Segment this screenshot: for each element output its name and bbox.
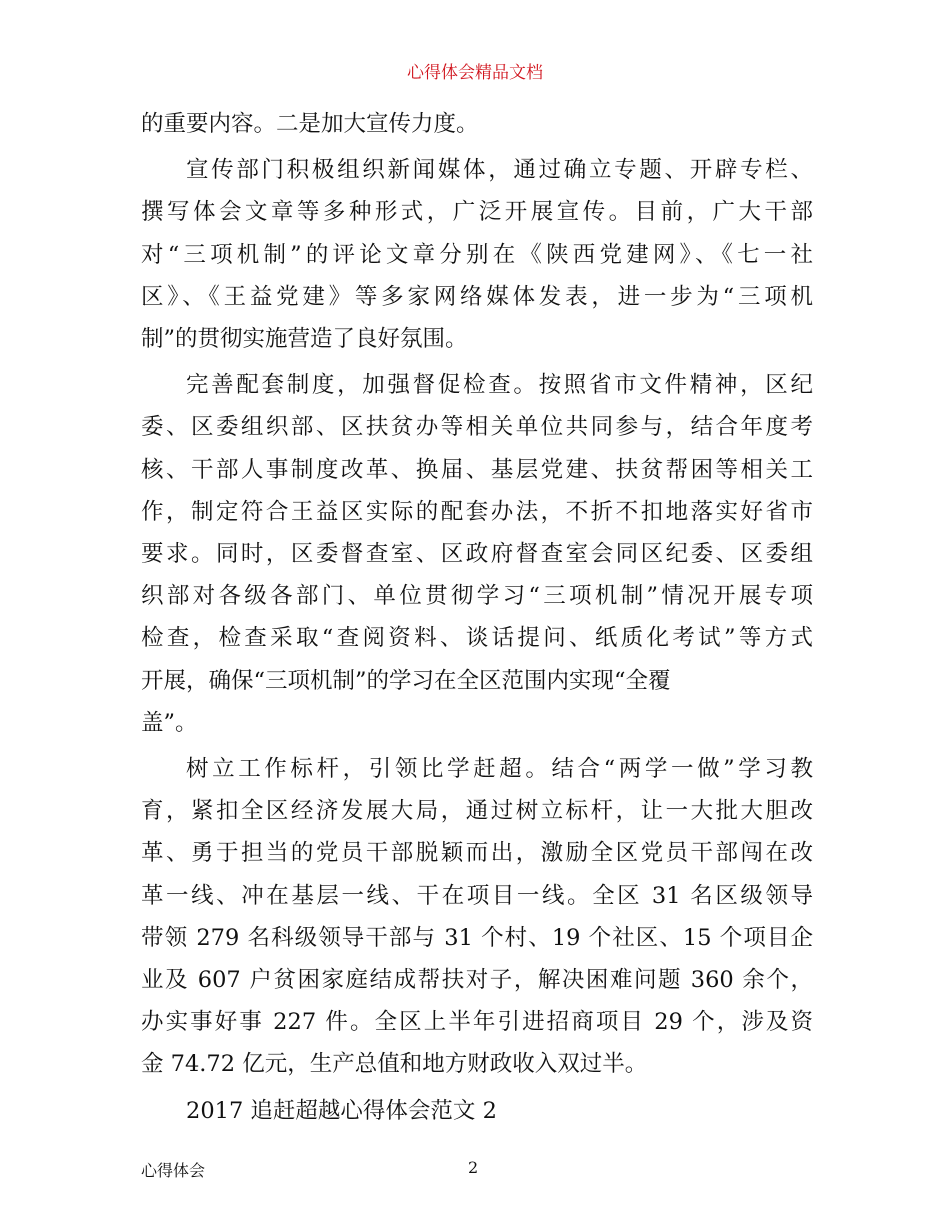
paragraph-line: 要求。同时，区委督查室、区政府督查室会同区纪委、区委组 [141,541,813,568]
paragraph-line: 作，制定符合王益区实际的配套办法，不折不扣地落实好省市 [141,498,813,525]
paragraph-line: 的重要内容。二是加大宣传力度。 [141,111,479,137]
page-header-title: 心得体会精品文档 [407,63,543,83]
paragraph-line: 核、干部人事制度改革、换届、基层党建、扶贫帮困等相关工 [141,456,813,483]
paragraph-line: 完善配套制度，加强督促检查。按照省市文件精神，区纪 [186,372,813,399]
paragraph-line: 撰写体会文章等多种形式，广泛开展宣传。目前，广大干部 [141,199,813,226]
paragraph-line: 盖”。 [141,709,198,736]
paragraph-line: 育，紧扣全区经济发展大局，通过树立标杆，让一大批大胆改 [141,798,813,825]
paragraph-line: 委、区委组织部、区扶贫办等相关单位共同参与，结合年度考 [141,414,813,441]
page-number: 2 [468,1158,479,1177]
paragraph-line: 宣传部门积极组织新闻媒体，通过确立专题、开辟专栏、 [186,157,813,184]
paragraph-line: 金 74.72 亿元，生产总值和地方财政收入双过半。 [141,1051,648,1078]
paragraph-line: 制”的贯彻实施营造了良好氛围。 [141,326,468,353]
paragraph-line: 业及 607 户贫困家庭结成帮扶对子，解决困难问题 360 余个， [141,967,813,994]
paragraph-line: 带领 279 名科级领导干部与 31 个村、19 个社区、15 个项目企 [141,924,813,951]
paragraph-line: 开展，确保“三项机制”的学习在全区范围内实现“全覆 [141,667,671,694]
footer-label: 心得体会 [141,1161,206,1180]
paragraph-line: 对“三项机制”的评论文章分别在《陕西党建网》、《七一社 [141,241,813,268]
paragraph-line: 革、勇于担当的党员干部脱颖而出，激励全区党员干部闯在改 [141,840,813,867]
paragraph-line: 检查，检查采取“查阅资料、谈话提问、纸质化考试”等方式 [141,625,813,652]
paragraph-line: 区》、《王益党建》等多家网络媒体发表，进一步为“三项机 [141,283,813,310]
paragraph-line: 办实事好事 227 件。全区上半年引进招商项目 29 个，涉及资 [141,1009,813,1036]
document-body [141,103,813,1132]
paragraph-line: 树立工作标杆，引领比学赶超。结合“两学一做”学习教 [186,756,813,783]
paragraph-line: 织部对各级各部门、单位贯彻学习“三项机制”情况开展专项 [141,583,813,610]
paragraph-line: 革一线、冲在基层一线、干在项目一线。全区 31 名区级领导 [141,882,813,909]
section-heading: 2017 追赶超越心得体会范文 2 [186,1097,497,1124]
